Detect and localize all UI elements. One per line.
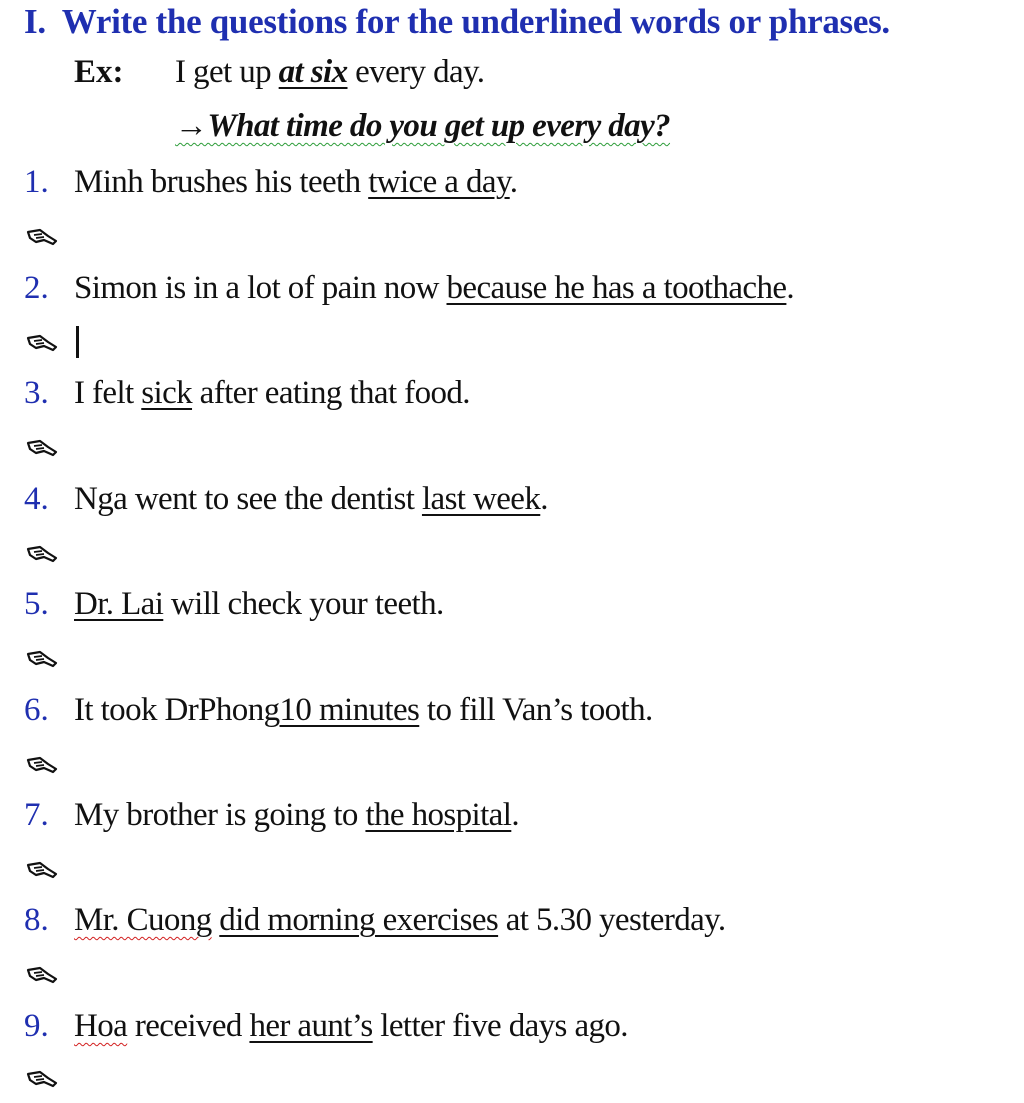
item-sentence (74, 266, 794, 310)
item-sentence (74, 688, 653, 732)
item-underlined: 10 minutes (279, 692, 420, 728)
item-number: 2. (24, 270, 49, 306)
item-number: 1. (24, 164, 49, 200)
item-underlined: Dr. Lai (74, 586, 164, 622)
section-title: Write the questions for the underlined words or phrases. (61, 2, 890, 41)
item-sentence (74, 160, 517, 204)
section-number: I. (24, 2, 46, 41)
item-number: 5. (24, 586, 49, 622)
writing-hand-icon (26, 437, 60, 459)
item-text-post: after eating that food. (192, 375, 470, 411)
item-text-pre: My brother is going to (74, 797, 366, 833)
item-text-post: to fill Van’s tooth. (419, 692, 653, 728)
item-sentence (74, 582, 444, 626)
item-sentence (74, 371, 470, 415)
item-text-post: . (511, 797, 519, 833)
writing-hand-icon (26, 543, 60, 565)
example-underlined: at six (278, 54, 348, 90)
item-text-post: . (786, 270, 795, 306)
item-text-pre: It took DrPhong (74, 692, 280, 728)
section-heading (24, 0, 890, 44)
item-number: 9. (24, 1008, 49, 1044)
item-underlined: last week (421, 481, 541, 517)
item-text-pre: received (127, 1008, 250, 1044)
item-text-pre: Simon is in a lot of pain now (74, 270, 447, 306)
example-answer: →What time do you get up every day? (175, 108, 671, 144)
item-text-post: letter five days ago. (372, 1008, 628, 1044)
writing-hand-icon (26, 332, 60, 354)
writing-hand-icon (26, 1068, 60, 1090)
item-underlined: sick (141, 375, 193, 411)
item-number: 3. (24, 375, 49, 411)
item-number: 4. (24, 481, 49, 517)
item-text-post: at 5.30 yesterday. (498, 902, 726, 938)
writing-hand-icon (26, 226, 60, 248)
item-text-pre: I felt (74, 375, 142, 411)
item-underlined: did morning exercises (219, 902, 499, 938)
item-text-post: will check your teeth. (163, 586, 444, 622)
item-number: 7. (24, 797, 49, 833)
item-text-post: . (509, 164, 518, 200)
item-text-flagged: Mr. Cuong (74, 902, 212, 938)
item-number: 6. (24, 692, 49, 728)
writing-hand-icon (26, 859, 60, 881)
item-underlined: the hospital (365, 797, 512, 833)
text-cursor[interactable] (76, 326, 79, 358)
example-sentence (175, 50, 484, 94)
item-text-pre: Nga went to see the dentist (74, 481, 422, 517)
item-text-pre: Minh brushes his teeth (74, 164, 369, 200)
item-sentence (74, 1004, 628, 1048)
item-underlined: because he has a toothache (446, 270, 787, 306)
item-underlined: twice a day (368, 164, 510, 200)
item-text-post: . (540, 481, 548, 517)
item-sentence (74, 793, 519, 837)
writing-hand-icon (26, 754, 60, 776)
example-label: Ex: (74, 54, 124, 90)
item-sentence (74, 898, 726, 942)
example-text-post: every day. (347, 54, 485, 90)
item-number: 8. (24, 902, 49, 938)
item-text-flagged: Hoa (74, 1008, 128, 1044)
item-sentence (74, 477, 548, 521)
example-text-pre: I get up (175, 54, 279, 90)
item-underlined: her aunt’s (249, 1008, 373, 1044)
writing-hand-icon (26, 964, 60, 986)
writing-hand-icon (26, 648, 60, 670)
